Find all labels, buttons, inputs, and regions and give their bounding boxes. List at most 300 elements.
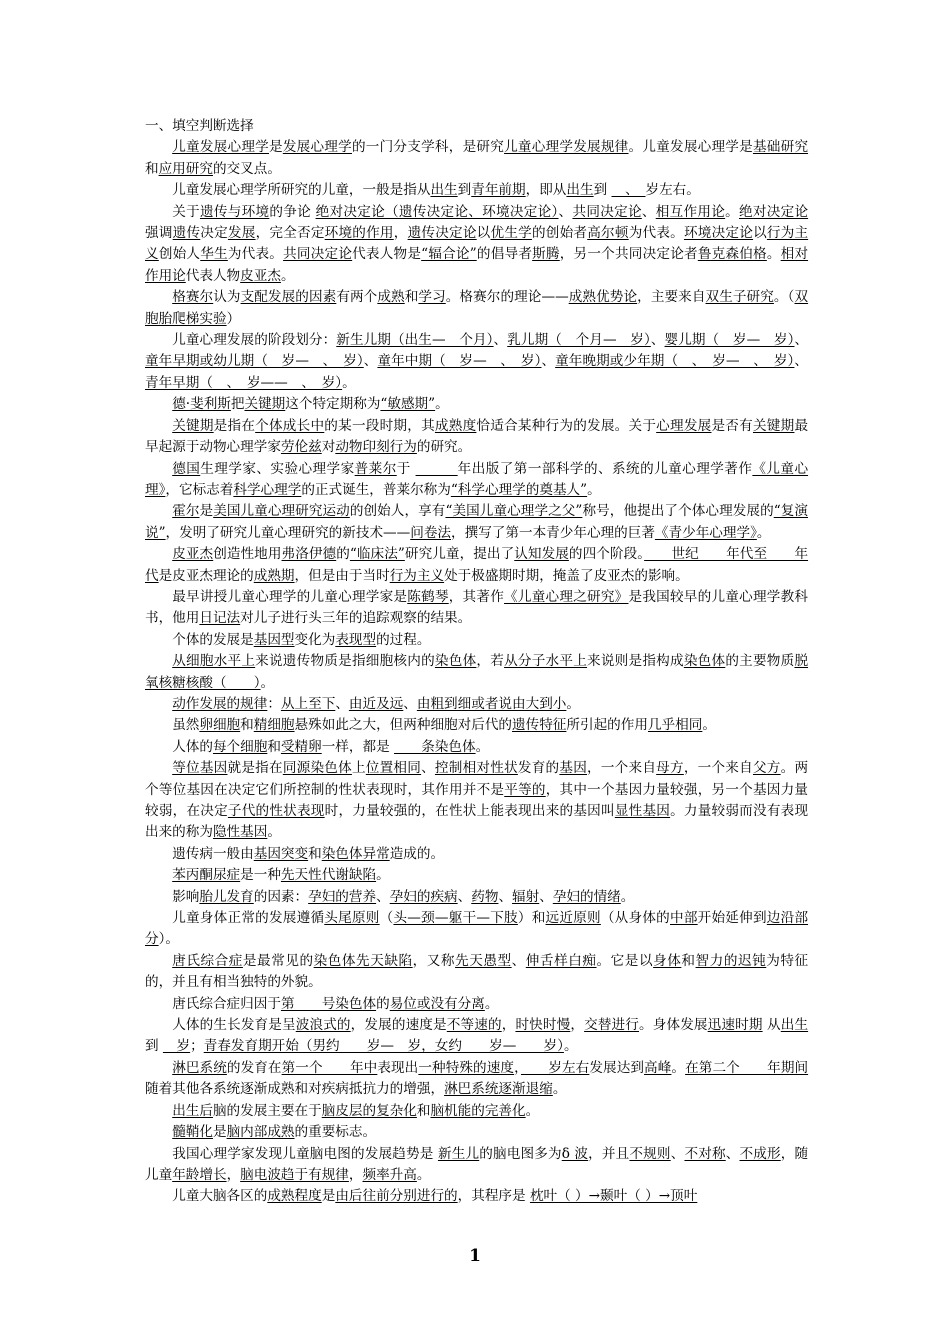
underlined-text: 母方	[656, 760, 684, 777]
text-run: 儿童大脑各区的	[172, 1188, 268, 1205]
text-run: 唐氏综合症归因于	[172, 995, 281, 1012]
underlined-text: 格赛尔	[172, 289, 214, 306]
text-run: 是一种	[240, 867, 281, 884]
underlined-text: 问卷法	[410, 524, 452, 541]
paragraph	[145, 1015, 808, 1058]
text-run: 。	[475, 738, 490, 755]
underlined-text: 童年早期或幼儿期（ 岁— 、 岁）	[145, 353, 364, 370]
underlined-text: 鲁克森伯格	[697, 246, 767, 263]
paragraph	[145, 330, 808, 394]
text-run: ）	[226, 310, 241, 327]
text-run: ，其中一个基因力量较强，另一个基因力量较弱，在决定	[145, 781, 809, 819]
text-run: 。	[416, 1166, 431, 1183]
text-run: 发展达到	[589, 1059, 645, 1076]
underlined-text: δ 波	[561, 1145, 589, 1162]
underlined-text: 一种特殊的速度	[418, 1059, 515, 1076]
underlined-text: 由粗到细或者说由大到小	[416, 695, 567, 712]
text-run: 的倡导者	[476, 246, 533, 263]
underlined-text: 脑内部成熟	[226, 1124, 295, 1141]
text-run: 决定	[200, 225, 228, 242]
underlined-text: 第 号染色体	[280, 995, 377, 1012]
text-run: ，主要来自	[637, 289, 706, 306]
underlined-text: 从上至下	[280, 695, 336, 712]
underlined-text: 淋巴系统逐渐退缩	[444, 1081, 553, 1098]
text-run: 悬殊如此之大，但两种细胞对后代的	[294, 717, 513, 734]
underlined-text: 染色体	[683, 653, 726, 670]
underlined-text: 皮亚杰	[240, 267, 281, 284]
text-run: 强调	[145, 225, 173, 242]
paragraph	[145, 715, 808, 736]
text-run: 创造性地用	[213, 546, 282, 563]
underlined-text: 头尾原则	[324, 910, 380, 927]
underlined-text: 支配发展的因素	[240, 289, 337, 306]
text-run: ，它标志着	[165, 481, 234, 498]
underlined-text: 共同决定论	[572, 203, 642, 220]
text-run: 的过程。	[376, 631, 431, 648]
underlined-text: 绝对决定论	[739, 203, 809, 220]
text-run: 到	[457, 182, 472, 199]
text-run: 、	[794, 353, 808, 370]
text-run: 的研究。	[416, 439, 472, 456]
underlined-text: 新生儿	[437, 1145, 480, 1162]
paragraph	[145, 758, 808, 844]
text-run: 。	[435, 396, 449, 413]
underlined-text: 相互作用论	[655, 203, 726, 220]
underlined-text: 遗传与环境	[199, 203, 270, 220]
underlined-text: 童年中期（ 岁— 、 岁）	[377, 353, 542, 370]
underlined-text: 脑机能的完善化	[430, 1102, 526, 1119]
underlined-text: 发展	[227, 225, 256, 242]
text-run: ，另一个共同决定论者	[559, 246, 698, 263]
text-run: 造成的。	[389, 845, 445, 862]
underlined-text: 应用研究	[158, 160, 213, 177]
text-run: 时，力量较强的，在性状上能表现出来的基因叫	[324, 803, 615, 819]
underlined-text: 青春发育期开始（男约 岁— 岁，女约 岁— 岁）	[203, 1038, 564, 1055]
underlined-text: 基础研究	[752, 139, 809, 156]
underlined-text: 基因突变	[253, 845, 309, 862]
underlined-text: 身体	[653, 952, 682, 969]
underlined-text: 由近及远	[348, 695, 404, 712]
paragraph-list	[145, 137, 808, 1207]
underlined-text: 易位或没有分离	[389, 995, 485, 1012]
underlined-text: 学习	[418, 289, 446, 306]
text-run: 是	[321, 1188, 336, 1205]
text-run: 为代表。	[628, 225, 684, 242]
text-run: 、	[541, 353, 556, 370]
underlined-text: 环境决定论	[683, 225, 754, 242]
text-run: 。	[702, 717, 716, 734]
underlined-text: 动作发展的规律	[172, 695, 268, 712]
underlined-text: 枕叶（ ）→颞叶（ ）→顶叶	[529, 1188, 698, 1205]
underlined-text: 波浪式的	[295, 1017, 351, 1034]
text-run: 从	[762, 1017, 781, 1034]
underlined-text: 孕妇的情绪	[552, 888, 621, 905]
text-run: 。	[587, 481, 601, 498]
underlined-text: 普莱尔	[354, 460, 397, 477]
paragraph	[145, 180, 808, 201]
underlined-text: 不规则	[629, 1145, 671, 1162]
text-run: 的发育在	[226, 1059, 282, 1076]
text-run: 和	[145, 160, 159, 177]
underlined-text: “科学心理学的奠基人”	[450, 481, 588, 498]
text-run: ，又称	[412, 952, 456, 969]
text-run: 是	[199, 503, 214, 520]
underlined-text: 遗传	[172, 225, 201, 242]
underlined-text: 基因	[559, 760, 588, 777]
text-run: 生理学家、实验心理学家	[200, 460, 355, 477]
paragraph	[145, 865, 808, 886]
text-run: （从身体的	[600, 910, 670, 927]
underlined-text: 条染色体	[394, 738, 476, 755]
text-run: 所引起的作用	[566, 717, 648, 734]
underlined-text: 从细胞水平上	[172, 653, 256, 670]
underlined-text: 几乎相同	[647, 717, 703, 734]
text-run: 虽然	[172, 717, 200, 734]
text-run: 、	[794, 332, 809, 349]
text-run: 、	[558, 203, 573, 220]
underlined-text: 成熟	[377, 289, 405, 306]
underlined-text: “敏感期”	[380, 396, 436, 413]
text-run: 。	[280, 267, 295, 284]
text-run: 。	[260, 674, 275, 691]
underlined-text: “复演说”	[145, 503, 809, 541]
text-run: ）。	[158, 931, 179, 948]
text-run: ，	[348, 1166, 363, 1183]
underlined-text: 新生儿期（出生— 个月）	[336, 332, 494, 349]
text-run: 关于	[172, 203, 200, 220]
underlined-text: 孕妇的疾病	[389, 888, 458, 905]
text-run: 是指在	[213, 417, 256, 434]
underlined-text: 辐射	[512, 888, 540, 905]
text-run: 人体的	[172, 738, 213, 755]
document-body	[145, 116, 808, 1208]
paragraph	[145, 951, 808, 994]
text-run: 到	[593, 182, 612, 199]
text-run: 代表人物是	[352, 246, 422, 263]
underlined-text: 发展心理学	[282, 139, 352, 156]
text-run: ，但是由于当时	[294, 567, 390, 584]
underlined-text: 青年早期（ 、 岁—— 、 岁）	[145, 374, 343, 391]
underlined-text: 共同决定论	[283, 246, 353, 263]
underlined-text: 在第二个 年期间	[685, 1059, 809, 1076]
paragraph	[145, 1122, 808, 1143]
text-run: 影响	[172, 888, 200, 905]
text-run: 是	[268, 139, 283, 156]
text-run: 、	[493, 332, 508, 349]
text-run: 和	[267, 738, 281, 755]
underlined-text: 斯腾	[532, 246, 560, 263]
underlined-text: 先天愚型	[455, 952, 512, 969]
underlined-text: 华生	[200, 246, 228, 263]
text-run: 以	[753, 225, 767, 242]
text-run: 来说则是指构成	[587, 653, 684, 670]
text-run: 变化为	[294, 631, 336, 648]
underlined-text: “临床法”	[349, 546, 405, 563]
text-run: 的创始者	[531, 225, 588, 242]
text-run: ，	[393, 225, 408, 242]
underlined-text: 弗洛伊德	[281, 546, 337, 563]
underlined-text: 子代的性状表现	[227, 803, 325, 819]
underlined-text: 由后往前分别进行的	[335, 1188, 458, 1205]
paragraph	[145, 651, 808, 694]
underlined-text: 婴儿期（ 岁— 岁）	[664, 332, 795, 349]
underlined-text: 出生	[566, 182, 594, 199]
text-run: 和	[416, 1102, 431, 1119]
text-run: 和	[681, 952, 696, 969]
text-run: 。（	[773, 289, 795, 306]
underlined-text: 出生	[430, 182, 458, 199]
paragraph	[145, 287, 808, 330]
text-run: 人体的生长发育是呈	[172, 1017, 296, 1034]
underlined-text: 同源染色体	[282, 760, 352, 777]
underlined-text: 隐性基因	[212, 824, 268, 841]
text-run: 。它是以	[596, 952, 654, 969]
text-run: 对儿子进行头三年的追踪观察的结果。	[240, 610, 472, 627]
underlined-text: “辐合论”	[421, 246, 477, 263]
text-run: 。	[484, 995, 499, 1012]
text-run: 的因素：	[253, 888, 309, 905]
underlined-text: 认知发展	[514, 546, 569, 563]
underlined-text: 陈鹤琴	[407, 588, 449, 605]
underlined-text: 交替进行	[584, 1017, 640, 1034]
underlined-text: 出生后	[172, 1102, 213, 1119]
text-run: 最早起源于动物心理学家	[145, 417, 809, 456]
text-run: 、	[376, 888, 390, 905]
text-run: 的交叉点。	[212, 160, 281, 177]
text-run: 。	[267, 824, 281, 841]
underlined-text: 环境的作用	[324, 225, 394, 242]
underlined-text: 霍尔	[172, 503, 200, 520]
text-run: ：	[267, 695, 281, 712]
text-run: 到	[145, 1038, 163, 1055]
underlined-text: 脑皮层的复杂化	[321, 1102, 417, 1119]
underlined-text: 成熟程度	[267, 1188, 322, 1205]
paragraph	[145, 737, 808, 758]
text-run: ，	[514, 1059, 521, 1076]
text-run: 。	[376, 867, 390, 884]
underlined-text: 脱氧核糖核酸（ ）	[145, 653, 809, 691]
text-run: 、	[498, 888, 513, 905]
text-run: 、	[363, 353, 378, 370]
underlined-text: 《青少年心理学》	[654, 524, 757, 541]
text-run: ，若	[476, 653, 505, 670]
text-run: 表现出	[377, 1059, 419, 1076]
text-run: 恰适合某种行为的发展。关于	[476, 417, 657, 434]
text-run: 于	[396, 460, 416, 477]
underlined-text: 双胞胎爬梯实验	[145, 289, 809, 327]
text-run: 、	[457, 888, 472, 905]
underlined-text: 显性基因	[614, 803, 671, 819]
text-run: 的脑电图多为	[479, 1145, 562, 1162]
text-run: ，其程序是	[457, 1188, 530, 1205]
underlined-text: 染色体先天缺陷	[313, 952, 413, 969]
underlined-text: 控制相对性状	[434, 760, 518, 777]
text-run: ，	[226, 1166, 241, 1183]
underlined-text: 双生子研究	[705, 289, 774, 306]
text-run: 。	[725, 203, 739, 220]
underlined-text: 科学心理学	[233, 481, 302, 498]
text-run: 。	[620, 888, 635, 905]
paragraph	[145, 501, 808, 544]
text-run: ，一个来自	[587, 760, 657, 777]
paragraph	[145, 202, 808, 288]
underlined-text: 儿童心理学发展规律	[504, 139, 629, 156]
underlined-text: 行为主义	[145, 225, 809, 263]
text-run: 的重要标志。	[294, 1124, 377, 1141]
text-run: 为特征的，并且有相当独特的外貌。	[145, 952, 809, 991]
paragraph	[145, 908, 808, 951]
underlined-text: 高峰	[644, 1059, 672, 1076]
text-run: 、	[335, 695, 349, 712]
underlined-text: 位置相同	[365, 760, 422, 777]
text-run: 开始延伸到	[697, 910, 767, 927]
paragraph	[145, 137, 808, 180]
text-run: 的某一段时期，其	[324, 417, 435, 434]
underlined-text: 基因型	[253, 631, 295, 648]
underlined-text: 动物印刻行为	[335, 439, 417, 456]
underlined-text: 髓鞘化	[172, 1124, 213, 1141]
underlined-text: 时快时慢	[515, 1017, 571, 1034]
underlined-text: 不成形	[739, 1145, 781, 1162]
underlined-text: 德国	[172, 460, 201, 477]
underlined-text: 绝对决定论（遗传决定论、环境决定论）	[315, 203, 559, 220]
paragraph	[145, 694, 808, 715]
text-run: 认为	[213, 289, 241, 306]
underlined-text: 儿童发展心理学	[172, 139, 269, 156]
text-run: 、	[725, 1145, 740, 1162]
text-run: 一样，都是	[321, 738, 395, 755]
underlined-text: 苯丙酮尿症	[172, 867, 241, 884]
text-run: 。	[525, 1102, 540, 1119]
text-run: 。儿童发展心理学是	[628, 139, 753, 156]
text-run: 、	[511, 952, 526, 969]
text-run: 、	[670, 1145, 685, 1162]
text-run: 儿童发展心理学所研究的儿童，一般是指从	[172, 182, 431, 199]
underlined-text: 成熟度	[434, 417, 477, 434]
underlined-text: 迅速时期	[707, 1017, 763, 1034]
underlined-text: 关键期	[172, 417, 214, 434]
underlined-text: 受精卵	[280, 738, 322, 755]
text-run: 。两个等位基因在决定它们所控制的性状表现时，其作用并不是	[145, 760, 809, 798]
underlined-text: 美国儿童心理研究运动	[213, 503, 350, 520]
text-run: 是	[212, 1124, 227, 1141]
text-run: 和	[240, 717, 254, 734]
underlined-text: 劳伦兹	[280, 439, 322, 456]
text-run: 遗传病一般由	[172, 845, 254, 862]
paragraph	[145, 416, 808, 459]
text-run: 。	[756, 524, 771, 541]
text-run: 脑的发展主要在于	[212, 1102, 322, 1119]
text-run: 、	[403, 695, 417, 712]
underlined-text: 高尔顿	[587, 225, 629, 242]
underlined-text: 《儿童心理》	[145, 460, 809, 498]
underlined-text: 从分子水平上	[504, 653, 588, 670]
text-run: 的四个阶段。	[568, 546, 645, 563]
text-run: 。	[552, 1081, 567, 1098]
text-run: 、	[539, 888, 553, 905]
text-run: 。力量较弱而没有表现出来的称为	[145, 803, 809, 841]
underlined-text: 先天性代谢缺陷	[280, 867, 377, 884]
text-run: 有两个	[336, 289, 378, 306]
text-run: 。	[342, 374, 356, 391]
underlined-text: 年龄增长	[172, 1166, 227, 1183]
text-run: 把	[230, 396, 245, 413]
underlined-text: 染色体	[434, 653, 477, 670]
paragraph	[145, 394, 808, 415]
underlined-text: 等位基因	[172, 760, 228, 777]
text-run: 是我国较早的儿童心理学教科书，他用	[145, 588, 809, 627]
underlined-text: 德·斐利斯	[172, 396, 231, 413]
text-run: 岁左右。	[645, 182, 700, 199]
page-number: 1	[469, 1246, 481, 1266]
text-run: ；	[190, 1038, 204, 1055]
underlined-text: 不对称	[684, 1145, 726, 1162]
paragraph	[145, 1101, 808, 1122]
text-run: ，完全否定	[255, 225, 325, 242]
underlined-text: 远近原则	[545, 910, 601, 927]
underlined-text: 精细胞	[253, 717, 295, 734]
underlined-text: 中部	[670, 910, 698, 927]
text-run: 这个特定期称为	[285, 396, 381, 413]
text-run: ，一个来自	[683, 760, 753, 777]
underlined-text: 头—颈—躯干—下肢	[393, 910, 518, 927]
text-run: 称号，他提出了个体心理发展的	[582, 503, 774, 520]
text-run: 来说遗传物质是指细胞核内的	[255, 653, 435, 670]
underlined-text: 不等速的	[446, 1017, 502, 1034]
text-run: 。	[766, 246, 781, 263]
underlined-text: 伸舌样白痴	[525, 952, 597, 969]
underlined-text: 唐氏综合症	[172, 952, 243, 969]
text-run: ，并且	[588, 1145, 630, 1162]
text-run: 是皮亚杰理论的	[158, 567, 254, 584]
paragraph	[145, 994, 808, 1015]
underlined-text: 成熟期	[253, 567, 295, 584]
underlined-text: 成熟优势论	[568, 289, 638, 306]
underlined-text: 心理发展	[656, 417, 712, 434]
text-run: ，发展的速度是	[350, 1017, 447, 1034]
underlined-text: 相对作用论	[145, 246, 809, 284]
text-run: 我国心理学家发现儿童脑电图的发展趋势是	[172, 1145, 438, 1162]
underlined-text: 平等的	[504, 781, 546, 798]
text-run: 。	[563, 1038, 578, 1055]
text-run: 代表人物	[185, 267, 241, 284]
paragraph	[145, 844, 808, 865]
underlined-text: 皮亚杰	[172, 546, 214, 563]
underlined-text: 《儿童心理之研究》	[504, 588, 629, 605]
underlined-text: 边沿部分	[145, 910, 809, 948]
text-run: 和	[404, 289, 419, 306]
text-run: 的创始人，享有	[349, 503, 446, 520]
underlined-text: 父方	[752, 760, 781, 777]
text-run: 对	[321, 439, 336, 456]
text-run: 最早讲授儿童心理学的儿童心理学家是	[172, 588, 408, 605]
text-run: 就是指在	[227, 760, 283, 777]
underlined-text: 表现型	[335, 631, 377, 648]
underlined-text: “美国儿童心理学之父”	[445, 503, 583, 520]
underlined-text: 出生	[780, 1017, 809, 1034]
underlined-text: 卵细胞	[199, 717, 241, 734]
text-run: 、	[650, 332, 665, 349]
text-run: ）和	[517, 910, 546, 927]
text-run: ，随儿童	[145, 1145, 809, 1183]
text-run: 。	[566, 695, 580, 712]
underlined-text: 优生学	[490, 225, 532, 242]
underlined-text: 第一个 年中	[281, 1059, 378, 1076]
underlined-text: 遗传特征	[512, 717, 567, 734]
text-run: 和	[308, 845, 322, 862]
text-run: 上	[351, 760, 366, 777]
text-run: 处于极盛期时期，掩盖了皮亚杰的影响。	[444, 567, 689, 584]
